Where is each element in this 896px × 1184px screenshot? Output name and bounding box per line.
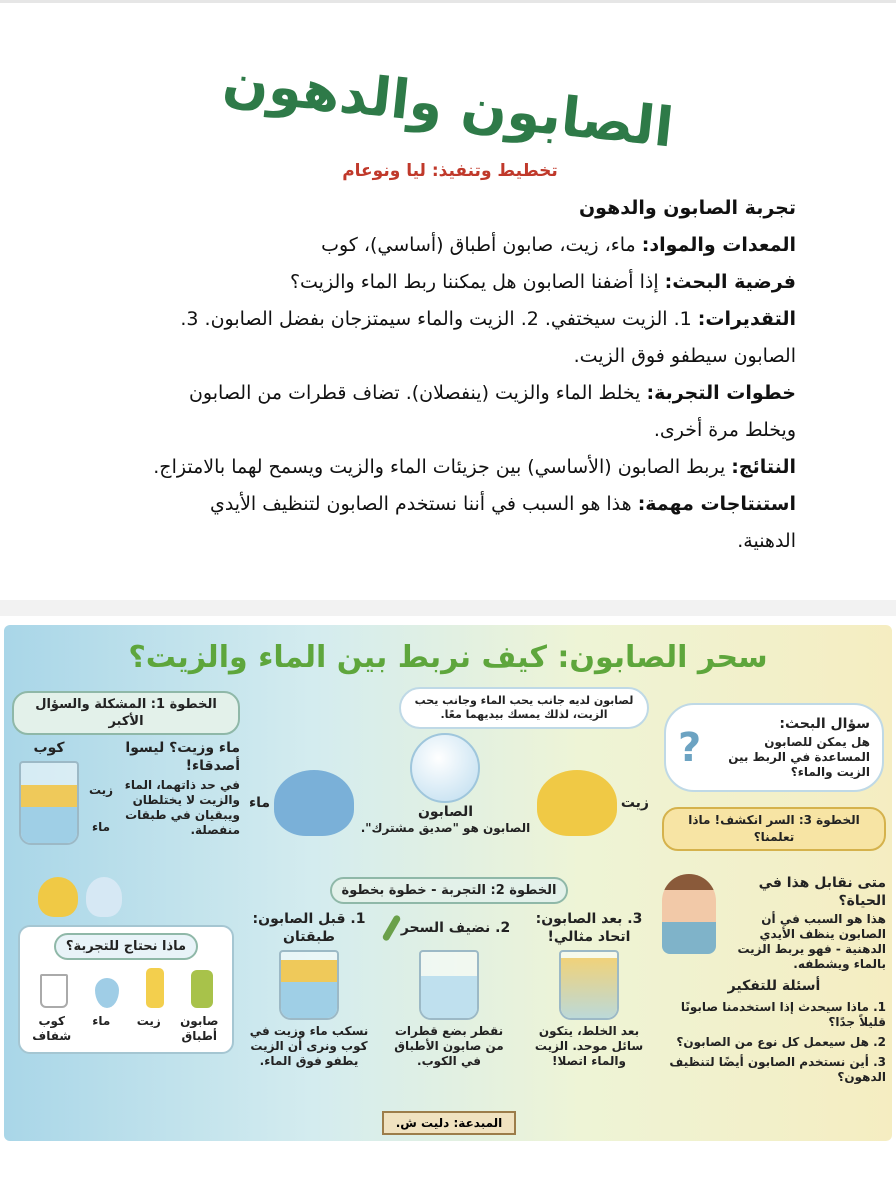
- stage3-title: 3. بعد الصابون: اتحاد مثالي!: [535, 911, 643, 945]
- material-water: ماء: [92, 1014, 111, 1028]
- page-title: الصابون والدهون: [219, 49, 677, 160]
- research-text-block: [707, 715, 870, 780]
- speech-bubble: لصابون لديه جانب يحب الماء وجانب يحب الزيت، لذلك يمسك بيديهما معًا.: [399, 687, 649, 729]
- thinking-q2: 2. هل سيعمل كل نوع من الصابون؟: [676, 1035, 886, 1049]
- step1-text-block: [120, 739, 240, 838]
- soap-label: الصابون: [417, 804, 474, 820]
- section-label: النتائج:: [731, 456, 796, 478]
- step3-text: هذا هو السبب في أن الصابون ينظف الأيدي الدهنية - فهو يربط الزيت بالماء ويشطفه.: [737, 912, 886, 971]
- step1-text: في حد ذاتهما، الماء والزيت لا يختلطان ويبقيان في طبقات منفصلة.: [124, 778, 240, 837]
- research-cloud: [664, 703, 884, 792]
- boy-washing-hands-icon: [662, 874, 716, 954]
- oil-character-label: زيت: [620, 795, 649, 811]
- mini-characters: [18, 877, 234, 917]
- cup-label: كوب: [33, 740, 65, 756]
- oil-character: [537, 770, 649, 836]
- step1-heading: ماء وزيت؟ ليسوا أصدقاء!: [125, 740, 240, 774]
- section-conclusions: [146, 486, 796, 560]
- stage2-header: [384, 910, 514, 946]
- section-label: التقديرات:: [697, 308, 796, 330]
- section-text: يخلط الماء والزيت (ينفصلان). تضاف قطرات من الصابون ويخلط مرة أخرى.: [188, 382, 796, 441]
- water-drop-icon: [95, 978, 119, 1008]
- soap-bubble-character-icon: [410, 733, 480, 803]
- materials-icons: [26, 966, 226, 1008]
- clear-cup-icon: [40, 974, 68, 1008]
- stage2-text: نقطر بضع قطرات من صابون الأطباق في الكوب.: [394, 1024, 504, 1068]
- section-text: هذا هو السبب في أننا نستخدم الصابون لتنظيف الأيدي الدهنية.: [209, 493, 796, 552]
- layered-glass-icon: [19, 761, 79, 845]
- step2-panel: [244, 877, 654, 1135]
- step1-panel: [12, 691, 240, 871]
- page-title-wrap: [0, 49, 896, 160]
- dish-soap-icon: [191, 970, 213, 1008]
- stage2-glass-icon: [419, 950, 479, 1020]
- materials-box: [18, 925, 234, 1054]
- stage-3: [524, 910, 654, 1069]
- water-character-icon: [274, 770, 354, 836]
- oil-mini-character-icon: [38, 877, 78, 917]
- thinking-q1: 1. ماذا سيحدث إذا استخدمنا صابونًا قليلاً جدًا؟: [680, 1000, 886, 1029]
- thinking-title: أسئلة للتفكير: [727, 978, 821, 994]
- water-character: [249, 770, 354, 836]
- material-cup: كوب شفاف: [32, 1014, 72, 1043]
- step2-title: الخطوة 2: التجربة - خطوة بخطوة: [330, 877, 569, 904]
- oil-character-icon: [537, 770, 617, 836]
- step1-content: [12, 739, 240, 849]
- stage-2: [384, 910, 514, 1069]
- soap-character: [360, 733, 530, 836]
- research-text: هل يمكن للصابون المساعدة في الربط بين الزيت والماء؟: [728, 735, 870, 779]
- dropper-icon: [381, 914, 401, 942]
- section-label: خطوات التجربة:: [646, 382, 796, 404]
- stage-1: [244, 910, 374, 1069]
- stage3-text: بعد الخلط، يتكون سائل موحد. الزيت والماء اتصلا!: [534, 1024, 644, 1068]
- characters-row: [249, 733, 649, 836]
- stages-row: [244, 910, 654, 1069]
- section-text: 1. الزيت سيختفي. 2. الزيت والماء سيمتزجان بفضل الصابون. 3. الصابون سيطفو فوق الزيت.: [180, 308, 796, 367]
- section-label: المعدات والمواد:: [641, 234, 796, 256]
- water-mini-character-icon: [86, 877, 122, 917]
- characters-panel: [249, 687, 649, 872]
- doc-heading: تجربة الصابون والدهون: [578, 197, 796, 219]
- stage1-text: نسكب ماء وزيت في كوب ونرى أن الزيت يطفو فوق الماء.: [249, 1024, 369, 1068]
- materials-labels: [26, 1014, 226, 1044]
- research-title: سؤال البحث:: [779, 716, 870, 732]
- materials-panel: [18, 877, 234, 1132]
- thinking-q3: 3. أين نستخدم الصابون أيضًا لتنظيف الدهون؟: [669, 1055, 886, 1084]
- section-materials: [146, 227, 796, 264]
- step3-content: [662, 874, 886, 972]
- materials-title: ماذا نحتاج للتجربة؟: [54, 933, 198, 960]
- stage2-title: 2. نضيف السحر: [400, 920, 511, 936]
- section-predictions: [146, 301, 796, 375]
- question-mark-icon: ?: [678, 724, 702, 771]
- section-hypothesis: [146, 264, 796, 301]
- oil-label: زيت: [88, 783, 114, 797]
- cup-block: [16, 739, 82, 849]
- stage3-glass-icon: [559, 950, 619, 1020]
- section-text: إذا أضفنا الصابون هل يمكننا ربط الماء والزيت؟: [289, 271, 665, 293]
- glass-labels: [86, 739, 116, 835]
- step3-title: الخطوة 3: السر انكشف! ماذا تعلمنا؟: [662, 807, 886, 851]
- document-body: [146, 190, 796, 560]
- step1-title: الخطوة 1: المشكلة والسؤال الأكبر: [12, 691, 240, 735]
- stage1-title: 1. قبل الصابون: طبقتان: [252, 911, 366, 945]
- step3-panel: [662, 807, 886, 1135]
- step3-text-block: [722, 874, 886, 972]
- stage1-glass-icon: [279, 950, 339, 1020]
- water-label: ماء: [91, 820, 111, 834]
- infographic-title: سحر الصابون: كيف نربط بين الماء والزيت؟: [128, 640, 768, 675]
- material-oil: زيت: [136, 1014, 161, 1028]
- step3-question: متى نقابل هذا في الحياة؟: [758, 875, 886, 909]
- soap-caption: الصابون هو "صديق مشترك".: [360, 821, 531, 835]
- section-label: فرضية البحث:: [664, 271, 796, 293]
- credit-banner: المبدعة: دليت ش.: [382, 1111, 517, 1135]
- water-character-label: ماء: [249, 795, 271, 811]
- material-dish-soap: صابون أطباق: [180, 1014, 219, 1043]
- section-results: [146, 449, 796, 486]
- infographic-image: [4, 625, 892, 1141]
- byline: تخطيط وتنفيذ: ليا ونوعام: [342, 161, 558, 181]
- top-divider: [0, 0, 896, 3]
- section-text: ماء، زيت، صابون أطباق (أساسي)، كوب: [321, 234, 642, 256]
- section-steps: [146, 375, 796, 449]
- page-gap: [0, 600, 896, 616]
- section-label: استنتاجات مهمة:: [637, 493, 796, 515]
- section-text: يربط الصابون (الأساسي) بين جزيئات الماء والزيت ويسمح لهما بالامتزاج.: [153, 456, 732, 478]
- oil-bottle-icon: [146, 968, 164, 1008]
